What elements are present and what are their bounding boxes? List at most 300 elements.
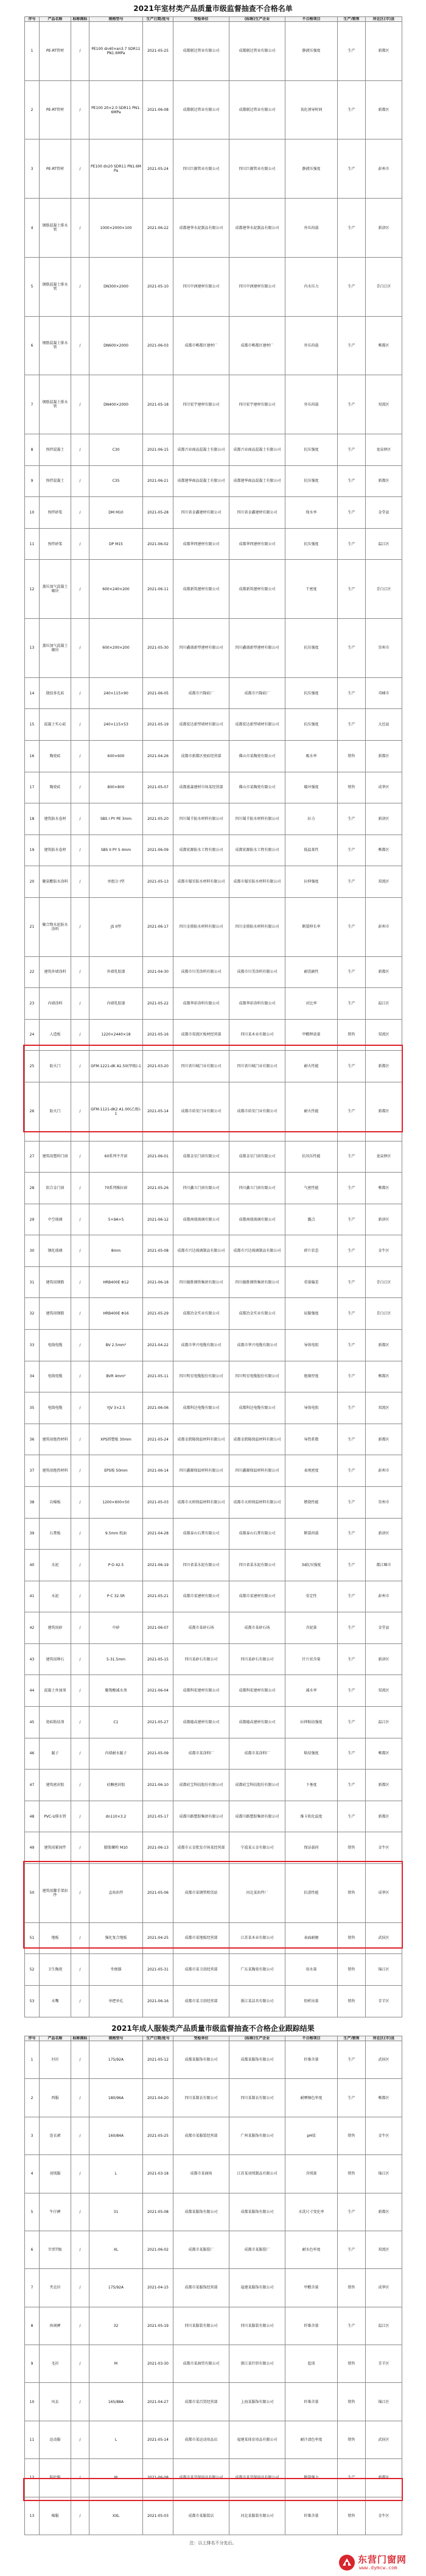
table-cell: 陶瓷砖 xyxy=(40,740,71,772)
table-cell: 预拌砂浆 xyxy=(40,528,71,560)
table-cell: 四川德胜钢铁集团有限公司 xyxy=(229,1266,285,1298)
table-cell: 销售 xyxy=(338,772,366,803)
table-cell: 53 xyxy=(25,1985,40,2017)
table-cell: DM M10 xyxy=(89,497,143,529)
table-cell: 重量偏差 xyxy=(285,1266,338,1298)
table-row xyxy=(25,1985,402,2017)
table-cell: 39 xyxy=(25,1518,40,1550)
table-cell: 生产 xyxy=(338,677,366,709)
table-cell: PE100 dn20 SDR11 PN1.6MPa xyxy=(89,139,143,199)
table-cell: 2021-04-30 xyxy=(143,956,173,988)
column-header: 产品名称 xyxy=(40,17,71,22)
table-cell: 销售 xyxy=(338,1019,366,1051)
table-cell: 成都市五金批发市场某经营部 xyxy=(173,1832,229,1864)
table-cell: 31 xyxy=(25,1266,40,1298)
column-header: 受检单位 xyxy=(173,2036,229,2041)
table-cell: / xyxy=(71,1173,89,1204)
table-cell: 内水压力 xyxy=(285,257,338,316)
table-cell: 静液压强度 xyxy=(285,22,338,81)
table-cell: 新都区 xyxy=(366,956,402,988)
table-cell: 2021-05-03 xyxy=(143,2497,173,2535)
table-cell: 2021-05-14 xyxy=(143,1082,173,1141)
table-cell: / xyxy=(71,1550,89,1581)
table-cell: 地板 xyxy=(40,1922,71,1954)
table-cell: 金牛区 xyxy=(366,1235,402,1267)
table-cell: 用水量 xyxy=(285,1954,338,1986)
table-cell: 预拌砂浆 xyxy=(40,497,71,529)
table-cell: 硅酮密封胶 xyxy=(89,1770,143,1801)
table-row xyxy=(25,1019,402,1051)
table-cell: 成都市双流区板材经营部 xyxy=(173,1019,229,1051)
table-cell: 彭州市 xyxy=(366,139,402,199)
table-cell: 邛崃市 xyxy=(366,677,402,709)
table-row xyxy=(25,1455,402,1487)
table-cell: 成都金凯隆保温材料有限公司 xyxy=(173,1424,229,1455)
table-cell: C30 xyxy=(89,434,143,466)
table-cell: / xyxy=(71,1330,89,1361)
table-row xyxy=(25,2079,402,2117)
table-cell: 165/88A xyxy=(89,2383,143,2421)
table-row xyxy=(25,1298,402,1330)
table-cell: / xyxy=(71,1266,89,1298)
table-cell: 生产 xyxy=(338,80,366,139)
table-cell: 青白江区 xyxy=(366,560,402,619)
table-cell: 18 xyxy=(25,803,40,835)
table-cell: 10 xyxy=(25,497,40,529)
table-cell: 2021-05-22 xyxy=(143,988,173,1020)
table-cell: / xyxy=(71,22,89,81)
table-cell: 成都宏达新型墙材有限公司 xyxy=(229,709,285,741)
table-cell: 四川省川城门业有限公司 xyxy=(173,1051,229,1082)
table-cell: 生产 xyxy=(338,1082,366,1141)
table-cell: 武侯区 xyxy=(366,2421,402,2458)
table-cell: 新都区 xyxy=(366,1424,402,1455)
table-cell: SBS I PY PE 3mm xyxy=(89,803,143,835)
table-cell: 温江区 xyxy=(366,1706,402,1738)
table-row xyxy=(25,375,402,434)
table-cell: 2021-05-24 xyxy=(143,139,173,199)
table-cell: 成华区 xyxy=(366,1863,402,1922)
table-cell: / xyxy=(71,1455,89,1487)
table-cell: 成都市某钢管租赁站 xyxy=(173,1863,229,1922)
table-cell: 销售 xyxy=(338,2345,366,2383)
table-cell: 成都市某运动用品店 xyxy=(173,2421,229,2458)
table-cell: 2021-05-30 xyxy=(143,619,173,678)
table-cell: 表观密度 xyxy=(285,1455,338,1487)
table-cell: M xyxy=(89,2345,143,2383)
table-cell: 2 xyxy=(25,80,40,139)
table-cell: 30 xyxy=(25,1235,40,1267)
table-cell: 成都市天府保温材料有限公司 xyxy=(173,1486,229,1518)
table-cell: 成都冶金实业有限公司 xyxy=(173,1298,229,1330)
table-cell: 水泥 xyxy=(40,1581,71,1612)
table-cell: 生产 xyxy=(338,465,366,497)
table-cell: 175/92A xyxy=(89,2269,143,2307)
table-row xyxy=(25,2231,402,2268)
table-cell: / xyxy=(71,257,89,316)
table-cell: 锦江区 xyxy=(366,2383,402,2421)
table-cell: 四川鑫源保温材料有限公司 xyxy=(229,1455,285,1487)
table-cell: 外压荷载 xyxy=(285,316,338,375)
table-cell: 安定性 xyxy=(285,1581,338,1612)
table-cell: / xyxy=(71,434,89,466)
table-cell: 郫都区 xyxy=(366,1173,402,1204)
table-cell: 郫都区 xyxy=(366,316,402,375)
table-cell: 36 xyxy=(25,1424,40,1455)
table-cell: 2021-06-18 xyxy=(143,1266,173,1298)
table-cell: 四川某制衣有限公司 xyxy=(229,2079,285,2117)
table2-title: 2021年成人服装类产品质量市级监督抽查不合格企业跟踪结果 xyxy=(111,2024,315,2033)
table-cell: 连衣裙 xyxy=(40,2117,71,2154)
table-cell: / xyxy=(71,2155,89,2193)
table-cell: 聚氨酯防水涂料 xyxy=(40,866,71,898)
table-cell: 2021-06-03 xyxy=(143,316,173,375)
table-cell: 51 xyxy=(25,1922,40,1954)
table-cell: 生产 xyxy=(338,1770,366,1801)
table-cell: 成都兴业商品混凝土有限公司 xyxy=(173,434,229,466)
table-cell: C1 xyxy=(89,1706,143,1738)
table-cell: 成都市华兴电缆有限公司 xyxy=(229,1330,285,1361)
table-cell: 抗压强度 xyxy=(285,465,338,497)
table-row xyxy=(25,80,402,139)
table-cell: 销售 xyxy=(338,2421,366,2458)
table-cell: 2021-05-28 xyxy=(143,497,173,529)
table-cell: 销售 xyxy=(338,1985,366,2017)
table-cell: 1000×2000×100 xyxy=(89,199,143,258)
table-cell: 生产 xyxy=(338,2459,366,2497)
table-cell: 2021-04-20 xyxy=(143,2079,173,2117)
table-cell: / xyxy=(71,1832,89,1864)
table-cell: 8mm xyxy=(89,1235,143,1267)
table-cell: 成都华彩涂料有限公司 xyxy=(229,988,285,1020)
table-cell: 成都南玻玻璃有限公司 xyxy=(173,1204,229,1235)
table-cell: / xyxy=(71,2307,89,2345)
table-cell: 建筑用紧固件 xyxy=(40,1832,71,1864)
table-cell: 新都区 xyxy=(366,740,402,772)
table-cell: 40 xyxy=(25,1550,40,1581)
table-cell: 2021-05-27 xyxy=(143,1706,173,1738)
table-cell: 销售 xyxy=(338,2155,366,2193)
table-cell: / xyxy=(71,1985,89,2017)
table-cell: 金堂县 xyxy=(366,1612,402,1644)
table-cell: 生产 xyxy=(338,560,366,619)
table-cell: 2021-05-19 xyxy=(143,2307,173,2345)
table-cell: 建筑用钢筋 xyxy=(40,1266,71,1298)
table-cell: 新津区 xyxy=(366,1518,402,1550)
table-cell: 160/84A xyxy=(89,2117,143,2154)
table-cell: 锦江区 xyxy=(366,2155,402,2193)
table-cell: HRB400E Φ12 xyxy=(89,1266,143,1298)
table-cell: 四川明星电缆股份有限公司 xyxy=(229,1361,285,1392)
table-row xyxy=(25,2307,402,2345)
column-header: 生产/销售 xyxy=(338,17,366,22)
table-cell: 毛衫 xyxy=(40,2345,71,2383)
table-cell: 牛仔裤 xyxy=(40,2193,71,2231)
table-cell: 生产 xyxy=(338,835,366,866)
table-cell: 生产 xyxy=(338,1330,366,1361)
table-cell: 2021-06-05 xyxy=(143,677,173,709)
table-cell: 38 xyxy=(25,1486,40,1518)
table-cell: / xyxy=(71,897,89,956)
table-cell: 新都区 xyxy=(366,80,402,139)
table-cell: 抗风压性能 xyxy=(285,1141,338,1173)
table-cell: 2021-05-31 xyxy=(143,1954,173,1986)
table-cell: 1220×2440×18 xyxy=(89,1019,143,1051)
table-cell: 聚羧酸减水剂 xyxy=(89,1675,143,1707)
table-cell: 气密性能 xyxy=(285,1173,338,1204)
table-cell: 静液压强度 xyxy=(285,139,338,199)
table-cell: 烧结多孔砖 xyxy=(40,677,71,709)
table-cell: 生产 xyxy=(338,22,366,81)
table-cell: 夹克衫 xyxy=(40,2269,71,2307)
table-cell: 生产 xyxy=(338,1738,366,1770)
table-cell: PVC-U排水管 xyxy=(40,1801,71,1832)
table-cell: 2021-06-21 xyxy=(143,465,173,497)
table-cell: 44 xyxy=(25,1675,40,1707)
table-cell: 四川蜀羊防水材料有限公司 xyxy=(173,803,229,835)
table-cell: 屈服强度 xyxy=(285,1298,338,1330)
table-cell: 2021-06-17 xyxy=(143,897,173,956)
table-cell: 销售 xyxy=(338,1922,366,1954)
table-cell: 成都华西建材有限公司 xyxy=(229,528,285,560)
table-cell: 直角扣件 xyxy=(89,1863,143,1922)
table-cell: 青白江区 xyxy=(366,1266,402,1298)
table-row xyxy=(25,560,402,619)
table-cell: 蒸压加气混凝土砌块 xyxy=(40,619,71,678)
table-cell: 钢筋混凝土排水管 xyxy=(40,199,71,258)
table-row xyxy=(25,1361,402,1392)
table-cell: 建筑用钢筋 xyxy=(40,1298,71,1330)
table-cell: 销售 xyxy=(338,1863,366,1922)
table-cell: 成都市郫都区建材厂 xyxy=(229,316,285,375)
table-cell: 新都区 xyxy=(366,2193,402,2231)
table-cell: 四川鑫立门窗有限公司 xyxy=(173,1173,229,1204)
column-header: 序号 xyxy=(25,17,40,22)
table-cell: DN300×2000 xyxy=(89,257,143,316)
table-cell: SBS II PY S 4mm xyxy=(89,835,143,866)
table-row xyxy=(25,1922,402,1954)
table-cell: 12 xyxy=(25,2459,40,2497)
table-cell: 新都区 xyxy=(366,22,402,81)
table2 xyxy=(24,2036,402,2535)
table-cell: 成都科宏建材有限公司 xyxy=(173,1675,229,1707)
table-cell: / xyxy=(71,866,89,898)
column-header: 标称商标 xyxy=(71,2036,89,2041)
table-cell: / xyxy=(71,1392,89,1424)
table-cell: / xyxy=(71,803,89,835)
table-cell: 2021-05-09 xyxy=(143,1738,173,1770)
table-cell: 四川金鼎防水材料有限公司 xyxy=(229,897,285,956)
table-cell: 3d抗压强度 xyxy=(285,1550,338,1581)
table-cell: 氧化诱导时间 xyxy=(285,80,338,139)
table-cell: 2021-06-19 xyxy=(143,1550,173,1581)
table-cell: 成都联达管业有限公司 xyxy=(173,80,229,139)
table-cell: 成都市某服装经营部 xyxy=(173,2117,229,2154)
table-cell: 钢筋混凝土排水管 xyxy=(40,375,71,434)
table-cell: 内墙耐水腻子 xyxy=(89,1738,143,1770)
table-cell: 聚合物水泥防水涂料 xyxy=(40,897,71,956)
table-cell: 双流区 xyxy=(366,375,402,434)
table-cell: 含绒量 xyxy=(285,2155,338,2193)
table-cell: 2021-06-14 xyxy=(143,1455,173,1487)
table-cell: 休闲裤 xyxy=(40,2307,71,2345)
table-cell: / xyxy=(71,1486,89,1518)
table-cell: 生产 xyxy=(338,2041,366,2079)
table-cell: 单把单孔 xyxy=(89,1985,143,2017)
table-cell: 四川巨源管业有限公司 xyxy=(173,139,229,199)
table-cell: 起球 xyxy=(285,2345,338,2383)
table-cell: 成都某服饰有限公司 xyxy=(173,2041,229,2079)
table-cell: 2021-05-19 xyxy=(143,709,173,741)
table-cell: 针织T恤 xyxy=(40,2231,71,2268)
table-cell: / xyxy=(71,1738,89,1770)
table-cell: 导热系数 xyxy=(285,1424,338,1455)
table-row xyxy=(25,2155,402,2193)
table-cell: 预拌混凝土 xyxy=(40,465,71,497)
table-cell: 成都新筑建材有限公司 xyxy=(229,560,285,619)
table-cell: 建筑防水卷材 xyxy=(40,835,71,866)
table-cell: 外墙乳胶漆 xyxy=(89,956,143,988)
table-cell: 运动服 xyxy=(40,2421,71,2458)
table-cell: 四川中润建材有限公司 xyxy=(173,257,229,316)
table-cell: 干密度 xyxy=(285,560,338,619)
table-row xyxy=(25,434,402,466)
table-cell: JS II型 xyxy=(89,897,143,956)
table-cell: 成都市郫都区建材厂 xyxy=(173,316,229,375)
table-cell: 单组分 I型 xyxy=(89,866,143,898)
table-cell: 2021-05-14 xyxy=(143,2421,173,2458)
table-cell: 15 xyxy=(25,709,40,741)
table-cell: 四川鑫盛新型建材有限公司 xyxy=(173,619,229,678)
table-cell: 生产 xyxy=(338,1550,366,1581)
table-row xyxy=(25,2345,402,2383)
table-row xyxy=(25,22,402,81)
table-cell: 生产 xyxy=(338,2193,366,2231)
table-row xyxy=(25,1581,402,1612)
column-header: 规格型号 xyxy=(89,17,143,22)
table-cell: 成都市某商场 xyxy=(173,2155,229,2193)
table-cell: 22 xyxy=(25,956,40,988)
table-cell: 43 xyxy=(25,1643,40,1675)
table-cell: 碎片状态 xyxy=(285,1235,338,1267)
table-cell: / xyxy=(71,465,89,497)
table-cell: 温江区 xyxy=(366,2307,402,2345)
table-cell: 成都华彩涂料有限公司 xyxy=(173,988,229,1020)
table-cell: 佛山市某陶瓷有限公司 xyxy=(229,740,285,772)
table-cell: 甲醛含量 xyxy=(285,2269,338,2307)
table-cell: 郫都区 xyxy=(366,1738,402,1770)
table-cell: 石膏板 xyxy=(40,1518,71,1550)
table-cell: / xyxy=(71,497,89,529)
column-header: 不合格项目 xyxy=(285,17,338,22)
table-cell: 2021-06-13 xyxy=(143,1832,173,1864)
table-row xyxy=(25,1832,402,1864)
table-row xyxy=(25,619,402,678)
table-cell: 成都宏源防水工程有限公司 xyxy=(173,835,229,866)
table-cell: 2021-06-10 xyxy=(143,1770,173,1801)
table-cell: 宁波某五金有限公司 xyxy=(229,1832,285,1864)
table1 xyxy=(24,16,402,2017)
table-cell: 拉伸粘结强度 xyxy=(285,1706,338,1738)
column-header: (标称)生产企业 xyxy=(229,17,285,22)
table-cell: 成都南玻玻璃有限公司 xyxy=(229,1204,285,1235)
table-cell: / xyxy=(71,1141,89,1173)
table-row xyxy=(25,1330,402,1361)
table-cell: 2021-06-07 xyxy=(143,1612,173,1644)
table-cell: 生产 xyxy=(338,2079,366,2117)
table-cell: 2021-05-13 xyxy=(143,866,173,898)
table-cell: 中砂 xyxy=(89,1612,143,1644)
table-cell: 49 xyxy=(25,1832,40,1864)
table-cell: 2021-03-20 xyxy=(143,1051,173,1082)
table-cell: 四川巨源管业有限公司 xyxy=(229,139,285,199)
table-cell: 生产 xyxy=(338,375,366,434)
table-cell: 耐洗刷性 xyxy=(285,956,338,988)
table-cell: 广州某服饰有限公司 xyxy=(229,2117,285,2154)
table-cell: 保证载荷 xyxy=(285,1832,338,1864)
table-cell: 成都新筑建材有限公司 xyxy=(173,560,229,619)
table-cell: 电线电缆 xyxy=(40,1361,71,1392)
table-cell: 生产 xyxy=(338,434,366,466)
table-cell: 纤维含量 xyxy=(285,2383,338,2421)
table-cell: 2021-06-16 xyxy=(143,1985,173,2017)
table-cell: XPS挤塑板 30mm xyxy=(89,1424,143,1455)
table-cell: 金堂县 xyxy=(366,497,402,529)
table-cell: PE-RT管材 xyxy=(40,80,71,139)
table-cell: 成都德高建材有限公司 xyxy=(173,1706,229,1738)
column-header: 所在区(市)县 xyxy=(366,17,402,22)
table-cell: 预拌混凝土 xyxy=(40,434,71,466)
table-cell: / xyxy=(71,2459,89,2497)
table-cell: 青白江区 xyxy=(366,1298,402,1330)
table-cell: 陶瓷砖 xyxy=(40,772,71,803)
table-cell: 浙江某洁具有限公司 xyxy=(229,1985,285,2017)
table-cell: 17 xyxy=(25,772,40,803)
table-cell: / xyxy=(71,1518,89,1550)
table-cell: 2021-06-12 xyxy=(143,1204,173,1235)
table-cell: 26 xyxy=(25,1082,40,1141)
table-cell: 2021-05-25 xyxy=(143,22,173,81)
table-cell: 12 xyxy=(25,560,40,619)
table-cell: 新津区 xyxy=(366,1643,402,1675)
table-cell: 2021-05-03 xyxy=(143,1486,173,1518)
table-row xyxy=(25,803,402,835)
table-cell: 41 xyxy=(25,1581,40,1612)
table-cell: 四川鑫源保温材料有限公司 xyxy=(173,1455,229,1487)
table-cell: P·C 32.5R xyxy=(89,1581,143,1612)
site-logo[interactable] xyxy=(336,2551,424,2574)
table-cell: / xyxy=(71,2345,89,2383)
table-cell: 武侯区 xyxy=(366,2041,402,2079)
table-cell: 生产 xyxy=(338,1051,366,1082)
table-cell: 生产 xyxy=(338,2307,366,2345)
table-cell: 导体电阻 xyxy=(285,1392,338,1424)
table-cell: 腻子 xyxy=(40,1738,71,1770)
table-cell: 生产 xyxy=(338,1141,366,1173)
table-cell: 强化复合地板 xyxy=(89,1922,143,1954)
table-cell: / xyxy=(71,80,89,139)
table-cell: 外压荷载 xyxy=(285,199,338,258)
table-cell: 42 xyxy=(25,1612,40,1644)
table-cell: 成都市某卫浴经营部 xyxy=(173,1954,229,1986)
table-cell: 建筑用绝热材料 xyxy=(40,1455,71,1487)
table-cell: DN400×2000 xyxy=(89,375,143,434)
table-cell: / xyxy=(71,1424,89,1455)
column-header: 所在区(市)县 xyxy=(366,2036,402,2041)
table-row xyxy=(25,677,402,709)
table-cell: 浙江某针织有限公司 xyxy=(229,2345,285,2383)
table-cell: 成都市某百货经营部 xyxy=(173,2383,229,2421)
